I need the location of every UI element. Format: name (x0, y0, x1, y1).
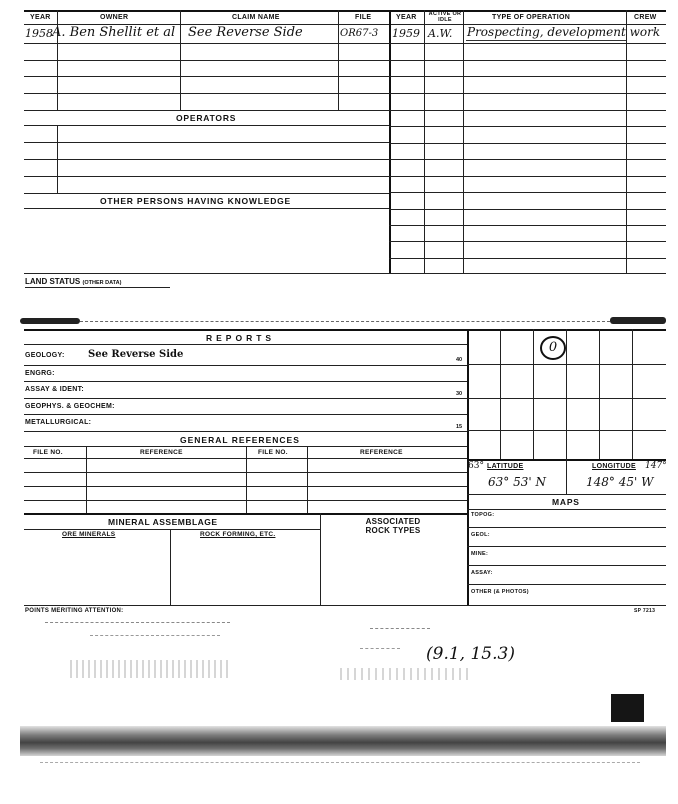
row-line (389, 159, 666, 160)
grid-row (467, 546, 666, 547)
maps-topog: TOPOG: (471, 512, 495, 518)
row-line (24, 159, 389, 160)
scan-noise (70, 660, 230, 678)
entry-status: A.W. (428, 27, 453, 40)
row-number: 15 (456, 424, 463, 430)
row-line (24, 344, 467, 345)
maps-geol: GEOL: (471, 532, 490, 538)
row-line (24, 93, 389, 94)
section-bottom-border (24, 605, 666, 606)
ore-minerals-header: ORE MINERALS (62, 531, 116, 538)
geology-stamp: See Reverse Side (88, 349, 184, 360)
table-split-border (389, 10, 391, 274)
row-line (389, 60, 666, 61)
row-line (389, 241, 666, 242)
grid-row (467, 527, 666, 528)
land-status-label: LAND STATUS (OTHER DATA) (25, 277, 122, 286)
row-line (389, 126, 666, 127)
entry-year: 1958 (25, 27, 53, 40)
row-line (24, 142, 389, 143)
latitude-value: 63° 53' N (488, 475, 546, 489)
col-sep (246, 446, 247, 514)
registration-mark (611, 694, 644, 722)
latitude-prefix: 63° (468, 461, 484, 471)
row-line (24, 76, 389, 77)
row-line (389, 225, 666, 226)
col-sep (307, 446, 308, 514)
col-sep (626, 10, 627, 274)
header-year: YEAR (30, 14, 51, 21)
form-number: SP 7213 (634, 608, 656, 614)
grid-row (467, 364, 666, 365)
grid-row (467, 584, 666, 585)
other-persons-heading: OTHER PERSONS HAVING KNOWLEDGE (100, 196, 292, 206)
row-line (24, 398, 467, 399)
header-active-idle: ACTIVE OR IDLE (428, 11, 462, 23)
row-line (389, 209, 666, 210)
engrg-label: ENGRG: (25, 370, 55, 377)
geophys-geochem-label: GEOPHYS. & GEOCHEM: (25, 403, 115, 410)
reference-header: REFERENCE (140, 449, 183, 456)
row-line (389, 192, 666, 193)
grid-col (599, 329, 600, 459)
row-number: 40 (456, 357, 463, 363)
longitude-label: LONGITUDE (592, 463, 636, 470)
col-sep (170, 529, 171, 605)
mineral-assemblage-heading: MINERAL ASSEMBLAGE (108, 517, 218, 527)
col-sep (320, 513, 321, 605)
grid-col (632, 329, 633, 459)
header-crew: CREW (634, 14, 657, 21)
entry-type-of-operation: Prospecting, development work (467, 25, 661, 39)
row-line (24, 529, 320, 530)
operators-heading: OPERATORS (176, 113, 237, 123)
handwritten-note: (9.1, 15.3) (426, 644, 515, 664)
entry-year-2: 1959 (392, 27, 420, 40)
scan-noise (340, 668, 470, 680)
grid-row (467, 565, 666, 566)
smudge (20, 318, 80, 324)
row-line (389, 110, 666, 111)
col-sep (86, 446, 87, 514)
reference-header: REFERENCE (360, 449, 403, 456)
scan-noise (90, 635, 220, 636)
col-sep (463, 10, 464, 274)
section-top-border (24, 329, 666, 331)
geology-label: GEOLOGY: (25, 352, 65, 359)
row-line (24, 365, 467, 366)
grid-col (500, 329, 501, 459)
maps-other-photos: OTHER (& PHOTOS) (471, 589, 529, 595)
scan-noise (370, 628, 430, 629)
points-meriting-attention-label: POINTS MERITING ATTENTION: (25, 608, 124, 614)
rock-forming-header: ROCK FORMING, ETC. (200, 531, 276, 538)
col-sep (424, 10, 425, 274)
header-claim-name: CLAIM NAME (232, 14, 280, 21)
reports-heading: REPORTS (206, 333, 276, 343)
smudge (80, 321, 610, 323)
smudge (610, 317, 666, 324)
maps-heading: MAPS (552, 497, 580, 507)
metallurgical-label: METALLURGICAL: (25, 419, 92, 426)
row-line (389, 93, 666, 94)
entry-owner: A. Ben Shellit et al (52, 25, 176, 40)
maps-assay: ASSAY: (471, 570, 493, 576)
row-line (24, 125, 389, 126)
row-line (389, 76, 666, 77)
grid-row (467, 430, 666, 431)
longitude-value: 148° 45' W (586, 475, 654, 489)
scan-noise (40, 762, 640, 763)
entry-file: OR67-3 (340, 28, 379, 39)
row-line (24, 43, 389, 44)
grid-col (566, 329, 567, 459)
row-line (389, 143, 666, 144)
latitude-label: LATITUDE (487, 463, 524, 470)
header-type-of-operation: TYPE OF OPERATION (492, 14, 571, 21)
row-line (24, 60, 389, 61)
row-line (24, 110, 389, 111)
file-no-header: FILE NO. (33, 449, 63, 456)
row-line (24, 513, 467, 515)
header-file: FILE (355, 14, 372, 21)
file-no-header: FILE NO. (258, 449, 288, 456)
associated-rock-types-heading: ASSOCIATED ROCK TYPES (365, 517, 421, 535)
grid-row (467, 509, 666, 510)
row-line (24, 208, 389, 209)
header-year-2: YEAR (396, 14, 417, 21)
header-owner: OWNER (100, 14, 129, 21)
grid-row (467, 494, 666, 495)
land-status-sub: (OTHER DATA) (82, 280, 122, 286)
row-line (389, 258, 666, 259)
scan-smear (20, 726, 666, 756)
assay-ident-label: ASSAY & IDENT: (25, 386, 85, 393)
longitude-suffix: 147° (645, 461, 667, 471)
entry-claim-name: See Reverse Side (188, 25, 303, 40)
circled-mark: 0 (540, 336, 566, 360)
row-line (24, 414, 467, 415)
row-line (24, 472, 467, 473)
row-line (389, 43, 666, 44)
table-bottom-border (24, 273, 666, 274)
scan-noise (360, 648, 400, 649)
row-line (24, 486, 467, 487)
row-line (389, 176, 666, 177)
row-line (24, 500, 467, 501)
underline (466, 40, 626, 41)
row-line (24, 193, 389, 194)
table-top-border (24, 10, 666, 12)
grid-col (566, 459, 567, 494)
row-line (24, 431, 467, 432)
row-line (24, 176, 389, 177)
general-references-heading: GENERAL REFERENCES (180, 435, 300, 445)
grid-col (533, 329, 534, 459)
scan-noise (45, 622, 230, 623)
underline (25, 287, 170, 288)
maps-mine: MINE: (471, 551, 489, 557)
row-number: 30 (456, 391, 463, 397)
row-line (24, 381, 467, 382)
grid-row (467, 398, 666, 399)
